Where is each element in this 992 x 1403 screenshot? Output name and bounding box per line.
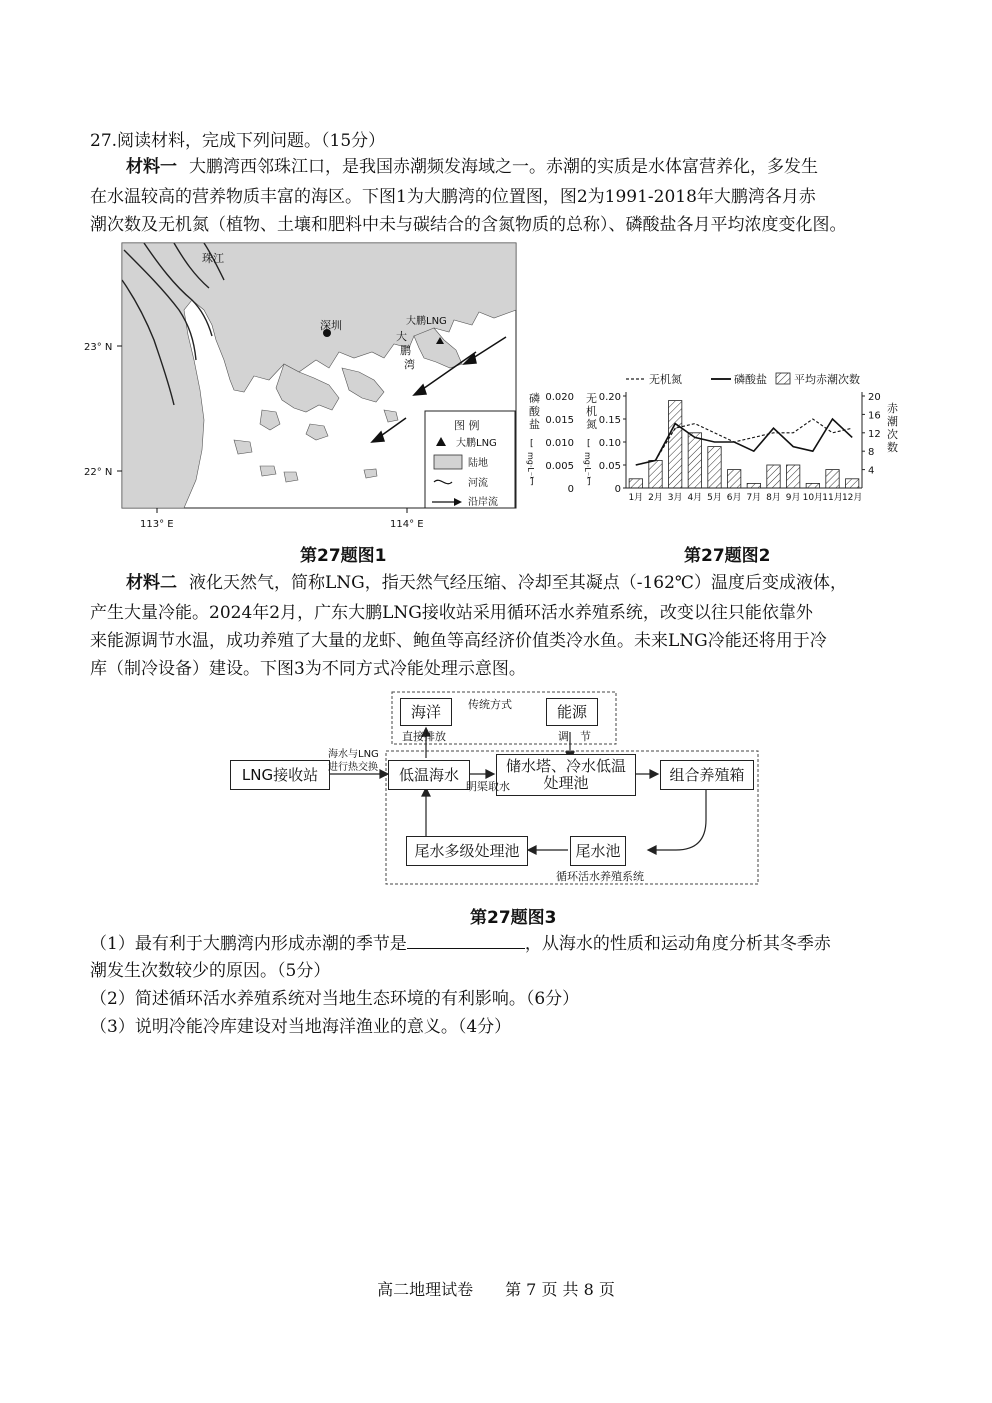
page-footer: 高二地理试卷 第 7 页 共 8 页 (377, 1280, 615, 1299)
svg-text:次: 次 (887, 428, 898, 441)
label-discharge: 直接排放 (402, 730, 446, 743)
svg-text:酸: 酸 (529, 405, 540, 418)
svg-text:]: ] (587, 477, 591, 487)
left-outer-tick-label: 0.020 (545, 392, 574, 403)
x-tick-label: 1月 (628, 493, 644, 503)
svg-text:机: 机 (586, 405, 597, 418)
bay-label-2: 鹏 (400, 344, 411, 357)
label-traditional: 传统方式 (468, 698, 512, 711)
legend-item-lng: 大鹏LNG (456, 438, 497, 449)
left-inner-tick-label: 0.20 (598, 392, 621, 403)
legend-item-river: 河流 (468, 478, 488, 489)
material1-label: 材料一 (126, 157, 177, 177)
box-tank: 组合养殖箱 (660, 760, 754, 790)
bay-label-3: 湾 (404, 358, 415, 371)
material2-line-4: 库（制冷设备）建设。下图3为不同方式冷能处理示意图。 (90, 659, 526, 679)
x-tick-label: 8月 (766, 493, 781, 503)
river-label: 珠江 (202, 252, 224, 265)
bar-red-tide (649, 460, 662, 488)
bar-red-tide (826, 470, 839, 488)
right-tick-label: 8 (868, 447, 875, 459)
figure1-map (84, 240, 524, 530)
lng-label: 大鹏LNG (406, 316, 447, 327)
lat-label-23: 23° N (84, 342, 113, 353)
x-tick-label: 7月 (746, 493, 762, 503)
left-outer-tick-label: 0 (567, 484, 574, 495)
svg-text:[: [ (530, 439, 534, 449)
box-lng-station: LNG接收站 (230, 760, 330, 790)
legend-red-tide: 平均赤潮次数 (794, 373, 860, 386)
svg-text:[: [ (587, 439, 591, 449)
box-multi-pool: 尾水多级处理池 (406, 836, 528, 866)
legend-phosphate: 磷酸盐 (734, 373, 767, 386)
left-inner-tick-label: 0.05 (598, 461, 621, 472)
material2-line-2: 产生大量冷能。2024年2月，广东大鹏LNG接收站采用循环活水养殖系统，改变以往只能依靠外 (90, 603, 813, 623)
figure2-caption: 第27题图2 (684, 546, 771, 566)
question-2: （2）简述循环活水养殖系统对当地生态环境的有利影响。（6分） (90, 989, 580, 1009)
figure3-caption: 第27题图3 (470, 908, 557, 928)
bar-red-tide (767, 465, 780, 488)
box-storage: 储水塔、冷水低温处理池 (496, 754, 636, 796)
right-tick-label: 16 (868, 410, 881, 422)
land-swatch-icon (434, 455, 462, 469)
material2-label: 材料二 (126, 573, 177, 593)
map-legend (425, 411, 515, 508)
x-tick-label: 2月 (648, 493, 663, 503)
bar-red-tide (708, 447, 721, 488)
bar-red-tide (629, 479, 642, 488)
legend-title: 图 例 (454, 419, 480, 432)
x-tick-label: 9月 (785, 493, 801, 503)
svg-text:]: ] (530, 477, 534, 487)
legend-item-current: 沿岸流 (468, 497, 498, 508)
svg-text:mg·L⁻¹: mg·L⁻¹ (583, 452, 592, 480)
bar-red-tide (786, 465, 799, 488)
x-tick-label: 6月 (726, 493, 742, 503)
svg-text:无: 无 (586, 392, 597, 405)
right-tick-label: 20 (868, 392, 881, 403)
svg-text:盐: 盐 (529, 418, 540, 431)
x-tick-label: 5月 (707, 493, 722, 503)
left-outer-axis-label (526, 391, 541, 487)
left-inner-axis-label (583, 392, 597, 487)
material2-line-1: 材料二 液化天然气，简称LNG，指天然气经压缩、冷却至其凝点（-162℃）温度后变成液体， (126, 573, 847, 593)
x-tick-label: 3月 (667, 493, 683, 503)
figure1-caption: 第27题图1 (300, 546, 387, 566)
left-outer-tick-label: 0.005 (545, 461, 574, 472)
svg-text:赤: 赤 (887, 402, 898, 415)
bar-red-tide (727, 470, 740, 488)
label-regulate: 调 节 (558, 730, 591, 743)
lon-label-114: 114° E (390, 519, 424, 530)
bar-red-tide (845, 479, 858, 488)
shenzhen-label: 深圳 (320, 319, 342, 332)
svg-text:数: 数 (887, 441, 898, 454)
material1-line-1: 材料一 大鹏湾西邻珠江口，是我国赤潮频发海域之一。赤潮的实质是水体富营养化，多发生 (126, 157, 818, 177)
question-1-line-1: （1）最有利于大鹏湾内形成赤潮的季节是 ，从海水的性质和运动角度分析其冬季赤 (90, 930, 910, 957)
right-tick-label: 12 (868, 428, 881, 440)
material2-line-3: 来能源调节水温，成功养殖了大量的龙虾、鲍鱼等高经济价值类冷水鱼。未来LNG冷能还将用于冷 (90, 631, 827, 651)
bar-red-tide (806, 483, 819, 488)
svg-text:磷: 磷 (529, 392, 540, 405)
box-ocean: 海洋 (400, 698, 452, 726)
bar-red-tide (668, 401, 681, 488)
left-outer-tick-label: 0.015 (545, 415, 574, 426)
left-outer-tick-label: 0.010 (545, 438, 574, 449)
left-inner-tick-label: 0.15 (598, 415, 621, 426)
chart-legend (626, 372, 860, 386)
box-low-temp-water: 低温海水 (388, 760, 470, 790)
label-channel: 明渠取水 (466, 780, 510, 793)
box-energy: 能源 (546, 698, 598, 726)
lat-label-22: 22° N (84, 467, 113, 478)
answer-blank (407, 930, 525, 949)
lon-label-113: 113° E (140, 519, 174, 530)
material1-line-2: 在水温较高的营养物质丰富的海区。下图1为大鹏湾的位置图，图2为1991-2018年大鹏湾各月赤 (90, 187, 816, 207)
figure3-flowchart (230, 688, 770, 888)
bay-label-1: 大 (396, 330, 407, 343)
question-3: （3）说明冷能冷库建设对当地海洋渔业的意义。（4分） (90, 1017, 512, 1037)
bar-red-tide (688, 433, 701, 488)
box-tail-pool: 尾水池 (570, 836, 626, 866)
label-system: 循环活水养殖系统 (556, 870, 644, 883)
svg-text:氮: 氮 (586, 418, 597, 431)
question-1-line-2: 潮发生次数较少的原因。（5分） (90, 961, 331, 981)
material1-line-3: 潮次数及无机氮（植物、土壤和肥料中未与碳结合的含氮物质的总称）、磷酸盐各月平均浓度变化图。 (90, 215, 847, 235)
question-header: 27.阅读材料，完成下列问题。（15分） (90, 131, 386, 151)
svg-text:潮: 潮 (887, 415, 898, 428)
label-exchange: 海水与LNG进行热交换 (328, 749, 379, 773)
left-inner-tick-label: 0 (614, 484, 621, 495)
left-inner-tick-label: 0.10 (598, 438, 621, 449)
x-tick-label: 11月 (822, 493, 843, 503)
right-axis-label (887, 401, 899, 454)
svg-text:mg·L⁻¹: mg·L⁻¹ (526, 452, 535, 480)
right-tick-label: 4 (868, 465, 875, 477)
legend-item-land: 陆地 (468, 458, 488, 469)
x-tick-label: 4月 (687, 493, 703, 503)
figure2-chart (526, 366, 900, 506)
x-tick-label: 10月 (802, 493, 824, 503)
bar-red-tide (747, 483, 760, 488)
x-tick-label: 12月 (841, 493, 863, 503)
legend-nitrogen: 无机氮 (649, 373, 682, 386)
